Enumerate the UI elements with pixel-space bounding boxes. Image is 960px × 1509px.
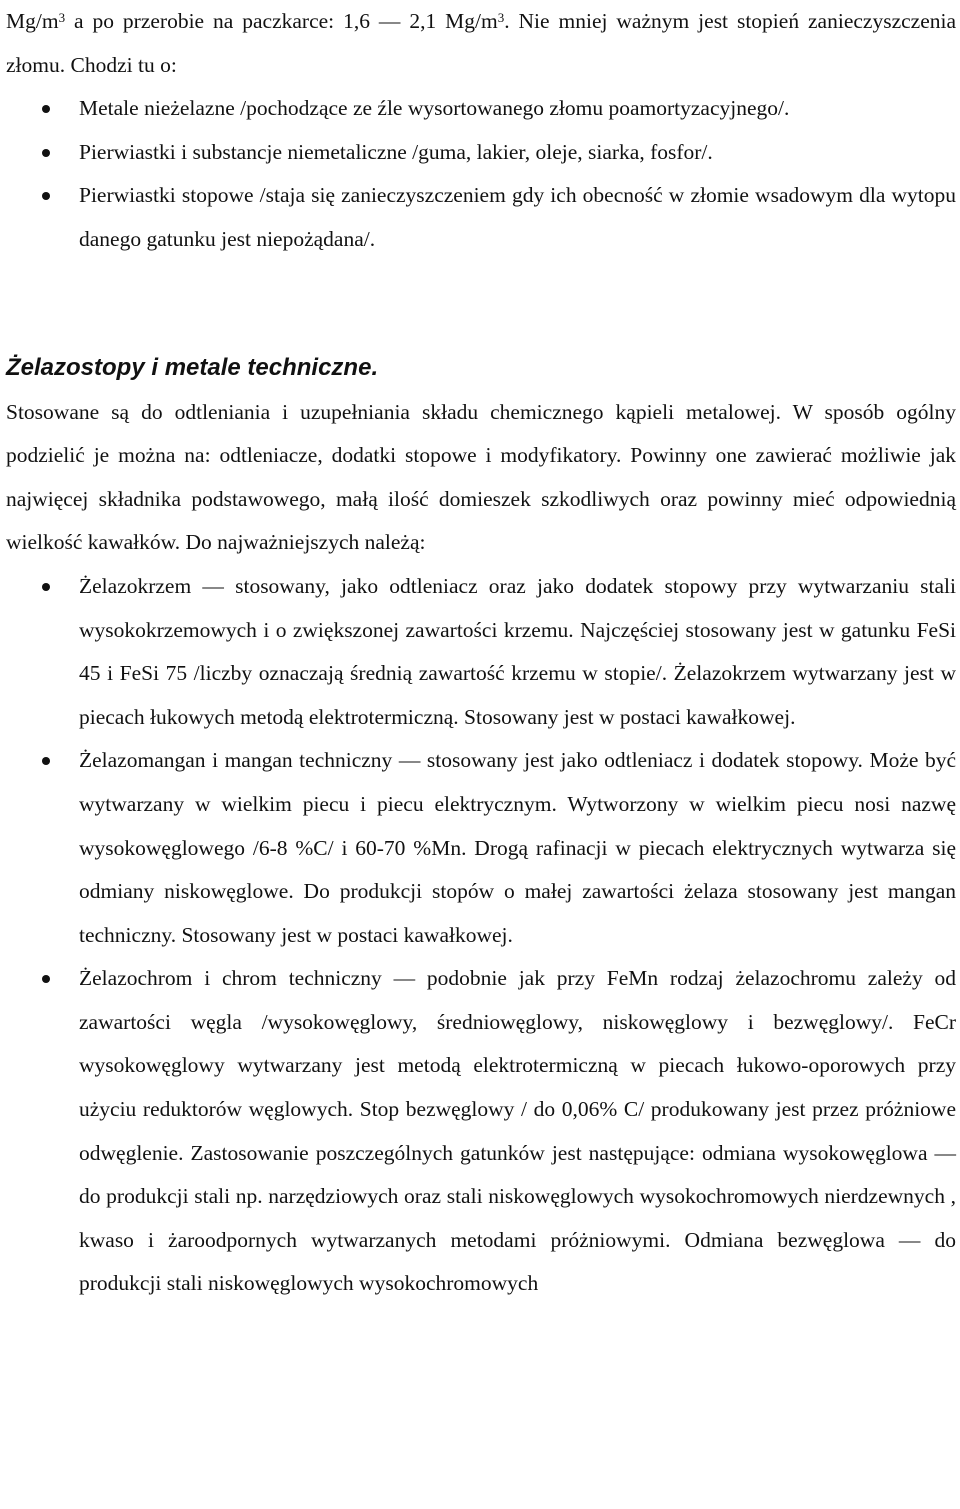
list-item-text: Pierwiastki stopowe /staja się zanieczyszczeniem gdy ich obecność w złomie wsadowym dla wytopu danego gatunku jest niepożądana/. xyxy=(79,183,956,251)
intro-text-2: a po przerobie na paczkarce: 1,6 — 2,1 Mg/m xyxy=(65,9,498,33)
list-item xyxy=(6,131,956,175)
bullet-icon xyxy=(42,975,50,983)
intro-sup-1: 3 xyxy=(58,10,66,25)
list-item-text: Metale nieżelazne /pochodzące ze źle wysortowanego złomu poamortyzacyjnego/. xyxy=(79,96,790,121)
bullet-icon xyxy=(42,192,50,200)
list-item xyxy=(6,565,956,739)
list-item xyxy=(6,957,956,1306)
list-item-text: Żelazomangan i mangan techniczny — stosowany jest jako odtleniacz i dodatek stopowy. Może być wytwarzany w wielkim piecu i piecu elektrycznym. Wytworzony w wielkim piecu nosi nazwę wysokowęglowego /6-8 %C/ i 60-70 %Mn. Drogą rafinacji w piecach elektrycznych wytwarza się odmiany niskowęglowe. Do produkcji stopów o małej zawartości żelaza stosowany jest mangan techniczny. Stosowany jest w postaci kawałkowej. xyxy=(79,748,956,947)
bullet-icon xyxy=(42,583,50,591)
list-item-text: Żelazochrom i chrom techniczny — podobnie jak przy FeMn rodzaj żelazochromu zależy od zawartości węgla /wysokowęglowy, średniowęglowy, niskowęglowy i bezwęglowy/. FeCr wysokowęglowy wytwarzany jest metodą elektrotermiczną w piecach łukowo-oporowych przy użyciu reduktorów węglowych. Stop bezwęglowy / do 0,06% C/ produkowany jest przez próżniowe odwęglenie. Zastosowanie poszczególnych gatunków jest następujące: odmiana wysokowęglowa — do produkcji stali np. narzędziowych oraz stali niskowęglowych wysokochromowych nierdzewnych , kwaso i żaroodpornych wytwarzanych metodami próżniowymi. Odmiana bezwęglowa — do produkcji stali niskowęglowych wysokochromowych xyxy=(79,966,956,1296)
bullet-icon xyxy=(42,149,50,157)
section-spacer xyxy=(6,262,956,348)
bullet-icon xyxy=(42,757,50,765)
intro-text-3: . Nie mniej ważnym jest stopień zanieczyszczenia złomu. Chodzi tu o: xyxy=(6,9,957,77)
intro-sup-2: 3 xyxy=(497,10,505,25)
intro-paragraph xyxy=(6,0,956,87)
list-item xyxy=(6,174,956,261)
alloy-list xyxy=(6,565,956,1306)
section-paragraph: Stosowane są do odtleniania i uzupełniania składu chemicznego kąpieli metalowej. W sposób ogólny podzielić je można na: odtleniacze, dodatki stopowe i modyfikatory. Powinny one zawierać możliwie jak najwięcej składnika podstawowego, małą ilość domieszek szkodliwych oraz powinny mieć odpowiednią wielkość kawałków. Do najważniejszych należą: xyxy=(6,399,956,555)
list-item-text: Żelazokrzem — stosowany, jako odtleniacz oraz jako dodatek stopowy przy wytwarzaniu stali wysokokrzemowych i o zwiększonej zawartości krzemu. Najczęściej stosowany jest w gatunku FeSi 45 i FeSi 75 /liczby oznaczają średnią zawartość krzemu w stopie/. Żelazokrzem wytwarzany jest w piecach łukowych metodą elektrotermiczną. Stosowany jest w postaci kawałkowej. xyxy=(79,573,956,729)
intro-text-1: Mg/m xyxy=(6,9,59,33)
list-item-text: Pierwiastki i substancje niemetaliczne /guma, lakier, oleje, siarka, fosfor/. xyxy=(79,139,713,164)
list-item xyxy=(6,87,956,131)
section-heading: Żelazostopy i metale techniczne. xyxy=(6,353,379,381)
list-item xyxy=(6,739,956,957)
document-page xyxy=(6,0,956,1306)
contaminant-list xyxy=(6,87,956,261)
bullet-icon xyxy=(42,105,50,113)
